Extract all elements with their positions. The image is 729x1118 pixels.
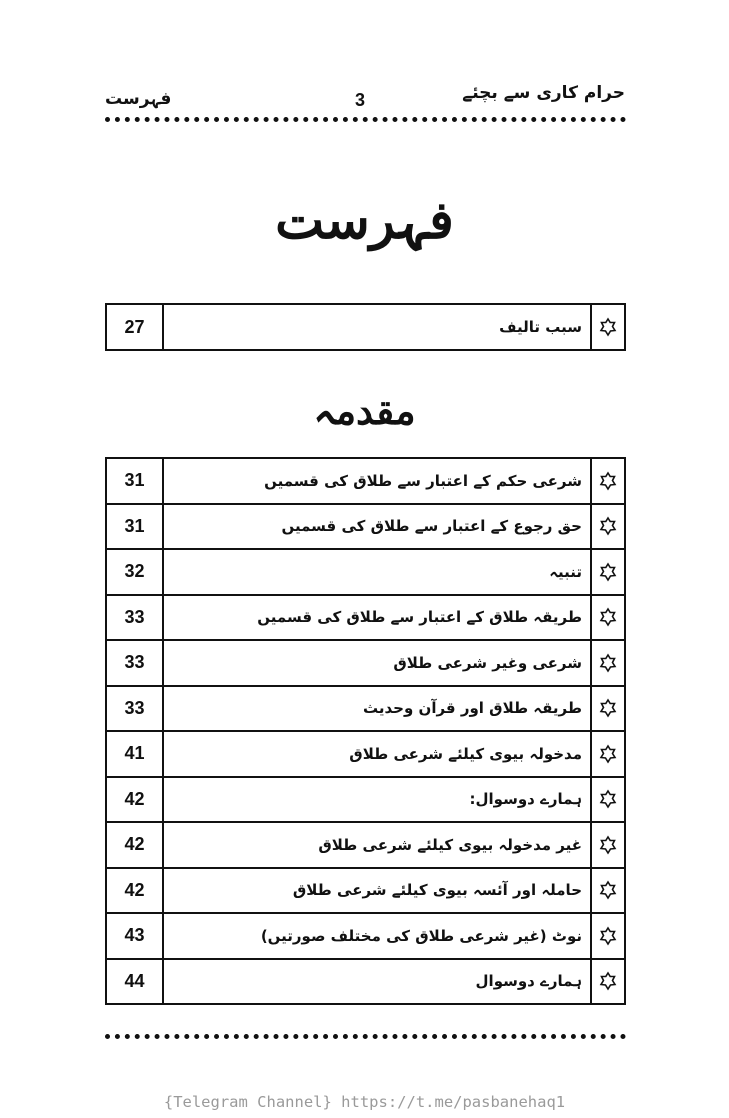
toc-entry-title: سبب تالیف <box>163 304 591 350</box>
toc-page-number: 42 <box>106 777 163 823</box>
flower-icon <box>591 777 625 823</box>
toc-row <box>106 777 625 823</box>
flower-icon <box>591 959 625 1005</box>
toc-row <box>106 913 625 959</box>
toc-page-number: 42 <box>106 822 163 868</box>
flower-icon <box>591 595 625 641</box>
footer-dotted-rule <box>105 1034 626 1039</box>
toc-row <box>106 549 625 595</box>
flower-icon <box>591 304 625 350</box>
toc-row <box>106 731 625 777</box>
toc-entry-title: طریقہ طلاق کے اعتبار سے طلاق کی قسمیں <box>163 595 591 641</box>
toc-page-number: 33 <box>106 640 163 686</box>
flower-icon <box>591 640 625 686</box>
toc-page-number: 31 <box>106 458 163 504</box>
toc-page-number: 32 <box>106 549 163 595</box>
toc-table <box>105 457 626 1005</box>
toc-entry-title: حاملہ اور آئسہ بیوی کیلئے شرعی طلاق <box>163 868 591 914</box>
flower-icon <box>591 822 625 868</box>
toc-page-number: 33 <box>106 686 163 732</box>
flower-icon <box>591 549 625 595</box>
toc-page-number: 31 <box>106 504 163 550</box>
toc-page-number: 42 <box>106 868 163 914</box>
flower-icon <box>591 913 625 959</box>
toc-page-number: 44 <box>106 959 163 1005</box>
footer-watermark: {Telegram Channel} https://t.me/pasbanehaq1 <box>163 1093 566 1111</box>
toc-entry-title: ہمارے دوسوال: <box>163 777 591 823</box>
toc-row <box>106 686 625 732</box>
toc-entry-title: مدخولہ بیوی کیلئے شرعی طلاق <box>163 731 591 777</box>
toc-page-number: 27 <box>106 304 163 350</box>
toc-row <box>106 595 625 641</box>
toc-row <box>106 504 625 550</box>
running-header <box>105 82 625 116</box>
flower-icon <box>591 686 625 732</box>
header-section-name: فہرست <box>105 89 172 109</box>
toc-row <box>106 304 625 350</box>
toc-entry-title: شرعی حکم کے اعتبار سے طلاق کی قسمیں <box>163 458 591 504</box>
toc-entry-title: ہمارے دوسوال <box>163 959 591 1005</box>
toc-row <box>106 640 625 686</box>
toc-page-number: 33 <box>106 595 163 641</box>
toc-row <box>106 959 625 1005</box>
toc-page-number: 43 <box>106 913 163 959</box>
page-title: فہرست <box>275 190 454 251</box>
toc-entry-title: نوٹ (غیر شرعی طلاق کی مختلف صورتیں) <box>163 913 591 959</box>
toc-entry-title: حق رجوع کے اعتبار سے طلاق کی قسمیں <box>163 504 591 550</box>
flower-icon <box>591 731 625 777</box>
header-page-number: 3 <box>355 90 366 110</box>
flower-icon <box>591 868 625 914</box>
toc-entry-title: تنبیہ <box>163 549 591 595</box>
toc-entry-title: شرعی وغیر شرعی طلاق <box>163 640 591 686</box>
toc-entry-title: غیر مدخولہ بیوی کیلئے شرعی طلاق <box>163 822 591 868</box>
toc-page-number: 41 <box>106 731 163 777</box>
section-heading: مقدمہ <box>313 388 416 433</box>
flower-icon <box>591 504 625 550</box>
toc-entry-title: طریقہ طلاق اور قرآن وحدیث <box>163 686 591 732</box>
toc-row <box>106 822 625 868</box>
toc-row <box>106 868 625 914</box>
header-book-title: حرام کاری سے بچئے <box>462 83 625 103</box>
intro-table <box>105 303 626 351</box>
header-dotted-rule <box>105 117 626 122</box>
flower-icon <box>591 458 625 504</box>
toc-row <box>106 458 625 504</box>
